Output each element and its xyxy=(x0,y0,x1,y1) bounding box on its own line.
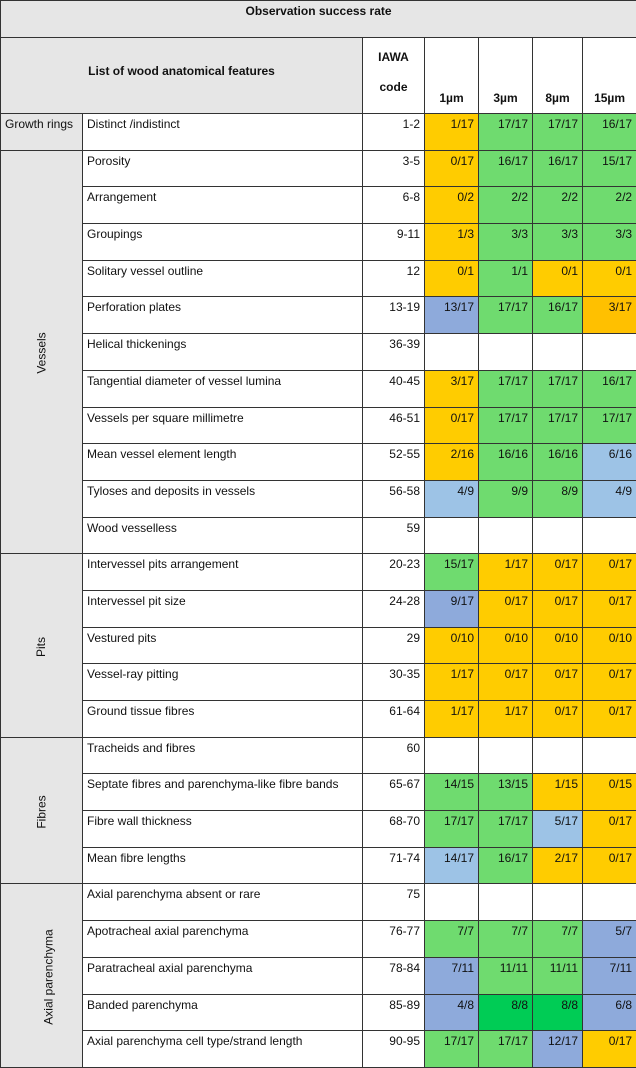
success-rate-cell: 0/17 xyxy=(583,664,636,701)
table-row xyxy=(1,554,636,591)
success-rate-cell: 0/17 xyxy=(533,554,583,591)
success-rate-cell xyxy=(533,884,583,921)
table-title: Observation success rate xyxy=(1,1,636,38)
success-rate-cell xyxy=(425,884,479,921)
resolution-header-1um: 1µm xyxy=(425,38,479,114)
iawa-code: 59 xyxy=(363,517,425,554)
success-rate-cell: 16/16 xyxy=(479,444,533,481)
success-rate-cell: 3/3 xyxy=(583,224,636,261)
success-rate-cell: 17/17 xyxy=(479,407,533,444)
success-rate-cell: 16/17 xyxy=(533,297,583,334)
table-row xyxy=(1,260,636,297)
success-rate-cell: 6/8 xyxy=(583,994,636,1031)
group-label: Axial parenchyma xyxy=(42,929,56,1024)
success-rate-cell xyxy=(533,737,583,774)
table-row xyxy=(1,150,636,187)
success-rate-cell: 16/17 xyxy=(479,847,533,884)
iawa-code: 24-28 xyxy=(363,590,425,627)
table-row xyxy=(1,1031,636,1068)
iawa-code: 78-84 xyxy=(363,957,425,994)
table-row xyxy=(1,701,636,738)
feature-name: Tangential diameter of vessel lumina xyxy=(83,370,363,407)
success-rate-cell: 0/17 xyxy=(479,664,533,701)
success-rate-cell: 1/17 xyxy=(425,664,479,701)
group-label-cell xyxy=(1,737,83,884)
feature-name: Helical thickenings xyxy=(83,334,363,371)
features-column-header: List of wood anatomical features xyxy=(1,38,363,114)
success-rate-cell: 2/2 xyxy=(583,187,636,224)
success-rate-cell: 4/8 xyxy=(425,994,479,1031)
success-rate-cell: 0/2 xyxy=(425,187,479,224)
success-rate-cell: 15/17 xyxy=(425,554,479,591)
table-row xyxy=(1,627,636,664)
success-rate-cell: 8/8 xyxy=(533,994,583,1031)
success-rate-cell: 0/17 xyxy=(583,847,636,884)
success-rate-cell xyxy=(583,884,636,921)
table-row xyxy=(1,297,636,334)
iawa-code: 6-8 xyxy=(363,187,425,224)
success-rate-cell: 0/17 xyxy=(425,407,479,444)
success-rate-cell: 17/17 xyxy=(533,407,583,444)
iawa-code: 1-2 xyxy=(363,114,425,151)
group-label: Growth rings xyxy=(5,117,73,131)
feature-name: Axial parenchyma cell type/strand length xyxy=(83,1031,363,1068)
success-rate-cell: 17/17 xyxy=(479,297,533,334)
success-rate-cell: 7/11 xyxy=(425,957,479,994)
success-rate-cell: 7/7 xyxy=(479,921,533,958)
success-rate-cell: 16/17 xyxy=(583,114,636,151)
success-rate-cell: 1/17 xyxy=(479,554,533,591)
success-rate-cell xyxy=(425,737,479,774)
success-rate-cell: 13/15 xyxy=(479,774,533,811)
feature-name: Vestured pits xyxy=(83,627,363,664)
iawa-code: 52-55 xyxy=(363,444,425,481)
table-body xyxy=(1,114,636,1068)
success-rate-cell: 0/10 xyxy=(479,627,533,664)
success-rate-cell: 17/17 xyxy=(425,1031,479,1068)
table-row xyxy=(1,884,636,921)
success-rate-cell: 8/9 xyxy=(533,480,583,517)
table-row xyxy=(1,957,636,994)
success-rate-cell: 0/1 xyxy=(425,260,479,297)
group-label-cell xyxy=(1,114,83,151)
success-rate-cell: 16/17 xyxy=(533,150,583,187)
success-rate-cell: 2/17 xyxy=(533,847,583,884)
resolution-header-15um: 15µm xyxy=(583,38,636,114)
iawa-code: 65-67 xyxy=(363,774,425,811)
table-row xyxy=(1,444,636,481)
iawa-code: 3-5 xyxy=(363,150,425,187)
iawa-code: 90-95 xyxy=(363,1031,425,1068)
success-rate-cell xyxy=(479,334,533,371)
success-rate-cell: 4/9 xyxy=(425,480,479,517)
success-rate-cell: 0/17 xyxy=(479,590,533,627)
feature-name: Wood vesselless xyxy=(83,517,363,554)
success-rate-cell: 0/17 xyxy=(533,590,583,627)
success-rate-cell xyxy=(425,517,479,554)
success-rate-cell xyxy=(425,334,479,371)
success-rate-cell: 2/2 xyxy=(533,187,583,224)
iawa-code: 30-35 xyxy=(363,664,425,701)
success-rate-cell: 17/17 xyxy=(533,114,583,151)
feature-name: Distinct /indistinct xyxy=(83,114,363,151)
feature-name: Mean fibre lengths xyxy=(83,847,363,884)
success-rate-cell: 15/17 xyxy=(583,150,636,187)
success-rate-cell: 7/7 xyxy=(425,921,479,958)
success-rate-cell: 8/8 xyxy=(479,994,533,1031)
feature-name: Groupings xyxy=(83,224,363,261)
success-rate-cell: 0/1 xyxy=(533,260,583,297)
table-row xyxy=(1,480,636,517)
success-rate-cell: 5/17 xyxy=(533,811,583,848)
success-rate-cell: 16/17 xyxy=(583,370,636,407)
success-rate-cell: 7/7 xyxy=(533,921,583,958)
group-label: Fibres xyxy=(35,795,49,828)
table-row xyxy=(1,737,636,774)
success-rate-cell: 0/17 xyxy=(583,701,636,738)
success-rate-cell: 17/17 xyxy=(479,1031,533,1068)
table-row xyxy=(1,664,636,701)
iawa-code: 85-89 xyxy=(363,994,425,1031)
success-rate-cell: 3/17 xyxy=(583,297,636,334)
table-row xyxy=(1,517,636,554)
success-rate-cell: 1/17 xyxy=(425,701,479,738)
feature-name: Porosity xyxy=(83,150,363,187)
success-rate-cell: 17/17 xyxy=(533,370,583,407)
success-rate-cell: 1/3 xyxy=(425,224,479,261)
success-rate-cell xyxy=(479,517,533,554)
success-rate-cell: 2/2 xyxy=(479,187,533,224)
success-rate-cell: 17/17 xyxy=(479,114,533,151)
iawa-code: 61-64 xyxy=(363,701,425,738)
iawa-code: 20-23 xyxy=(363,554,425,591)
iawa-code: 29 xyxy=(363,627,425,664)
table-row xyxy=(1,187,636,224)
resolution-header-3um: 3µm xyxy=(479,38,533,114)
feature-name: Ground tissue fibres xyxy=(83,701,363,738)
table-row xyxy=(1,590,636,627)
table-row xyxy=(1,994,636,1031)
iawa-code: 40-45 xyxy=(363,370,425,407)
iawa-code: 68-70 xyxy=(363,811,425,848)
table-row xyxy=(1,811,636,848)
success-rate-cell: 17/17 xyxy=(583,407,636,444)
iawa-code: 9-11 xyxy=(363,224,425,261)
success-rate-cell xyxy=(479,737,533,774)
table-row xyxy=(1,224,636,261)
success-rate-cell: 0/10 xyxy=(583,627,636,664)
success-rate-cell: 0/17 xyxy=(533,664,583,701)
resolution-header-8um: 8µm xyxy=(533,38,583,114)
group-label: Vessels xyxy=(34,333,48,374)
feature-name: Intervessel pit size xyxy=(83,590,363,627)
success-rate-cell: 17/17 xyxy=(479,370,533,407)
success-rate-cell: 17/17 xyxy=(425,811,479,848)
feature-name: Tracheids and fibres xyxy=(83,737,363,774)
success-rate-cell: 6/16 xyxy=(583,444,636,481)
iawa-code: 71-74 xyxy=(363,847,425,884)
success-rate-cell xyxy=(479,884,533,921)
success-rate-cell: 3/3 xyxy=(533,224,583,261)
success-rate-cell xyxy=(583,334,636,371)
success-rate-cell: 0/10 xyxy=(533,627,583,664)
success-rate-cell: 9/9 xyxy=(479,480,533,517)
success-rate-cell: 4/9 xyxy=(583,480,636,517)
success-rate-cell: 3/17 xyxy=(425,370,479,407)
success-rate-cell: 1/1 xyxy=(479,260,533,297)
iawa-code: 56-58 xyxy=(363,480,425,517)
success-rate-cell: 0/17 xyxy=(583,554,636,591)
success-rate-cell xyxy=(583,737,636,774)
table-row xyxy=(1,774,636,811)
success-rate-cell: 0/17 xyxy=(583,1031,636,1068)
iawa-code: 36-39 xyxy=(363,334,425,371)
success-rate-cell: 1/15 xyxy=(533,774,583,811)
success-rate-cell xyxy=(583,517,636,554)
success-rate-cell: 0/1 xyxy=(583,260,636,297)
iawa-code: 75 xyxy=(363,884,425,921)
success-rate-cell: 12/17 xyxy=(533,1031,583,1068)
success-rate-cell: 16/16 xyxy=(533,444,583,481)
success-rate-cell: 5/7 xyxy=(583,921,636,958)
feature-name: Paratracheal axial parenchyma xyxy=(83,957,363,994)
feature-name: Septate fibres and parenchyma-like fibre bands xyxy=(83,774,363,811)
table-row xyxy=(1,370,636,407)
iawa-code: 76-77 xyxy=(363,921,425,958)
feature-name: Solitary vessel outline xyxy=(83,260,363,297)
feature-name: Apotracheal axial parenchyma xyxy=(83,921,363,958)
feature-name: Vessel-ray pitting xyxy=(83,664,363,701)
success-rate-cell: 16/17 xyxy=(479,150,533,187)
feature-name: Mean vessel element length xyxy=(83,444,363,481)
table-row xyxy=(1,847,636,884)
success-rate-cell: 0/17 xyxy=(583,590,636,627)
success-rate-cell: 0/17 xyxy=(583,811,636,848)
table-row xyxy=(1,921,636,958)
success-rate-cell: 11/11 xyxy=(533,957,583,994)
group-label: Pits xyxy=(34,637,48,657)
success-rate-cell: 0/17 xyxy=(533,701,583,738)
success-rate-cell: 7/11 xyxy=(583,957,636,994)
iawa-code: 46-51 xyxy=(363,407,425,444)
success-rate-cell: 13/17 xyxy=(425,297,479,334)
success-rate-cell xyxy=(533,517,583,554)
iawa-code-column-header: IAWA code xyxy=(363,38,425,114)
feature-name: Vessels per square millimetre xyxy=(83,407,363,444)
success-rate-cell: 14/17 xyxy=(425,847,479,884)
success-rate-cell: 0/17 xyxy=(425,150,479,187)
feature-name: Intervessel pits arrangement xyxy=(83,554,363,591)
success-rate-cell: 0/15 xyxy=(583,774,636,811)
success-rate-cell: 14/15 xyxy=(425,774,479,811)
success-rate-cell: 17/17 xyxy=(479,811,533,848)
feature-name: Axial parenchyma absent or rare xyxy=(83,884,363,921)
feature-name: Tyloses and deposits in vessels xyxy=(83,480,363,517)
success-rate-cell: 2/16 xyxy=(425,444,479,481)
feature-name: Fibre wall thickness xyxy=(83,811,363,848)
group-label-cell xyxy=(1,150,83,554)
iawa-code: 60 xyxy=(363,737,425,774)
group-label-cell xyxy=(1,554,83,737)
success-rate-cell: 3/3 xyxy=(479,224,533,261)
iawa-code: 12 xyxy=(363,260,425,297)
success-rate-cell xyxy=(533,334,583,371)
success-rate-cell: 9/17 xyxy=(425,590,479,627)
iawa-code: 13-19 xyxy=(363,297,425,334)
success-rate-cell: 1/17 xyxy=(479,701,533,738)
group-label-cell xyxy=(1,884,83,1067)
success-rate-cell: 1/17 xyxy=(425,114,479,151)
table-row xyxy=(1,114,636,151)
success-rate-cell: 0/10 xyxy=(425,627,479,664)
feature-name: Perforation plates xyxy=(83,297,363,334)
table-row xyxy=(1,407,636,444)
table-row xyxy=(1,334,636,371)
feature-name: Arrangement xyxy=(83,187,363,224)
success-rate-cell: 11/11 xyxy=(479,957,533,994)
feature-name: Banded parenchyma xyxy=(83,994,363,1031)
